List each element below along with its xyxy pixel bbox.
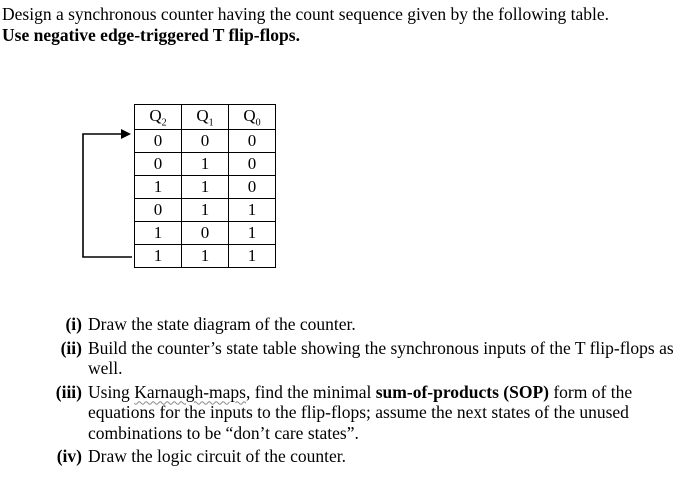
- task-text-part: , find the minimal: [245, 381, 376, 402]
- table-cell: 0: [135, 153, 182, 176]
- table-cell: 1: [182, 176, 229, 199]
- task-text-part: Draw the state diagram of the counter.: [88, 314, 356, 334]
- task-text: [88, 314, 700, 335]
- table-cell: 1: [182, 245, 229, 268]
- task-text-part: form of the equations for the inputs to the flip-flops; assume the next states of the unused combinations to be “don’t care states”.: [88, 381, 633, 443]
- table-row: [135, 222, 276, 245]
- table-cell: 1: [135, 222, 182, 245]
- table-cell: 0: [135, 130, 182, 153]
- task-text: [88, 382, 700, 444]
- task-text-part: Using: [88, 381, 135, 402]
- task-text-part: Build the counter’s state table showing the synchronous inputs of the T flip-flops as well.: [88, 337, 674, 378]
- table-row: [135, 130, 276, 153]
- table-cell: 0: [229, 130, 276, 153]
- problem-line-2: Use negative edge-triggered T flip-flops.: [2, 25, 300, 45]
- task-number: (i): [65, 314, 82, 334]
- task-number: (iii): [55, 381, 82, 402]
- task-text-part: sum-of-products (SOP): [375, 381, 549, 402]
- task-number: (iv): [56, 446, 82, 466]
- table-cell: 1: [229, 199, 276, 222]
- table-row: [135, 153, 276, 176]
- count-sequence-table: [134, 104, 276, 268]
- table-cell: 1: [182, 199, 229, 222]
- task-item: [0, 446, 700, 467]
- task-text-part: Karnaugh-maps: [134, 381, 246, 402]
- table-cell: 0: [135, 199, 182, 222]
- header-q2: $Q_2$: [135, 105, 182, 130]
- problem-line-1: Design a synchronous counter having the count sequence given by the following table.: [2, 4, 609, 24]
- table-cell: 1: [135, 176, 182, 199]
- table-row: [135, 176, 276, 199]
- task-text: [88, 338, 700, 379]
- table-header-row: [135, 105, 276, 130]
- header-q0: $Q_0$: [229, 105, 276, 130]
- table-row: [135, 245, 276, 268]
- table-cell: 1: [182, 153, 229, 176]
- task-text: [88, 446, 700, 467]
- table-cell: 0: [182, 222, 229, 245]
- table-cell: 0: [182, 130, 229, 153]
- table-cell: 1: [229, 245, 276, 268]
- task-item: [0, 382, 700, 444]
- task-number: (ii): [60, 337, 82, 358]
- task-item: [0, 338, 700, 379]
- feedback-line: [83, 134, 132, 257]
- table-cell: 0: [229, 176, 276, 199]
- task-text-part: Draw the logic circuit of the counter.: [88, 446, 347, 466]
- table-cell: 1: [229, 222, 276, 245]
- task-item: [0, 314, 700, 335]
- table-cell: 1: [135, 245, 182, 268]
- header-q1: $Q_1$: [182, 105, 229, 130]
- table-cell: 0: [229, 153, 276, 176]
- table-row: [135, 199, 276, 222]
- task-list: [0, 314, 700, 470]
